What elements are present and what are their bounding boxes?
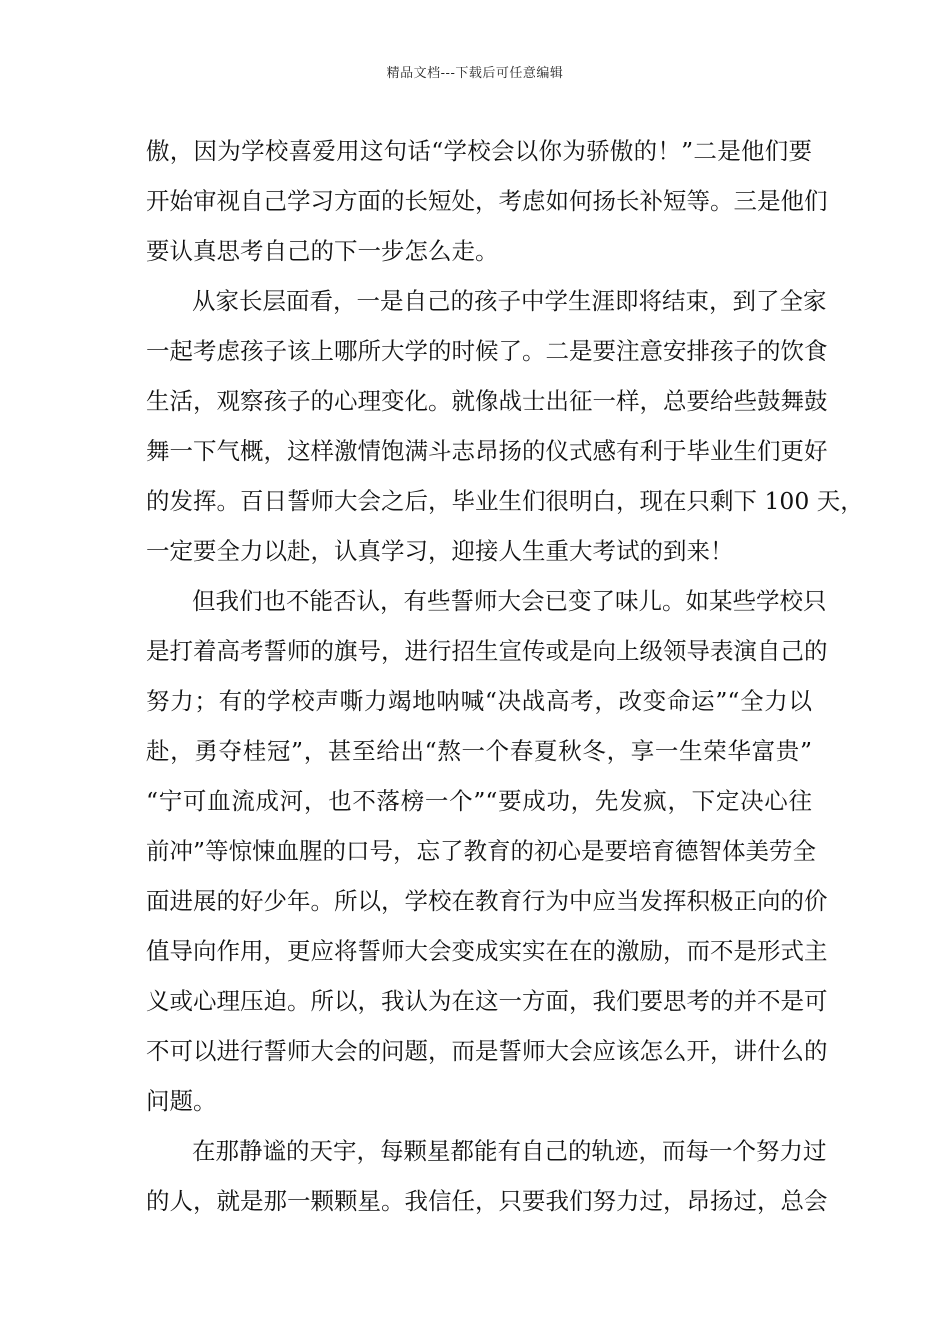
paragraph-3 <box>146 581 828 1131</box>
text-line: 赴，勇夺桂冠”，甚至给出“熬一个春夏秋冬，享一生荣华富贵” <box>146 737 812 765</box>
text-line: “宁可血流成河，也不落榜一个”“要成功，先发疯，下定决心往 <box>146 787 812 815</box>
document-body <box>146 131 864 1231</box>
text-line: 问题。 <box>146 1087 217 1115</box>
text-line: 生活，观察孩子的心理变化。就像战士出征一样，总要给些鼓舞鼓 <box>146 387 828 415</box>
text-line: 努力；有的学校声嘶力竭地呐喊“决战高考，改变命运”“全力以 <box>146 687 812 715</box>
text-line: 一起考虑孩子该上哪所大学的时候了。二是要注意安排孩子的饮食 <box>146 337 828 365</box>
text-line: 但我们也不能否认，有些誓师大会已变了味儿。如某些学校只 <box>192 587 827 615</box>
text-line: 一定要全力以赴，认真学习，迎接人生重大考试的到来！ <box>146 537 734 565</box>
text-line: 值导向作用，更应将誓师大会变成实实在在的激励，而不是形式主 <box>146 937 828 965</box>
text-line: 的人，就是那一颗颗星。我信任，只要我们努力过，昂扬过，总会 <box>146 1187 828 1215</box>
text-line: 义或心理压迫。所以，我认为在这一方面，我们要思考的并不是可 <box>146 987 828 1015</box>
page-header: 精品文档---下载后可任意编辑 <box>386 66 564 81</box>
paragraph-1 <box>146 131 828 281</box>
text-line: 是打着高考誓师的旗号，进行招生宣传或是向上级领导表演自己的 <box>146 637 828 665</box>
text-line: 在那静谧的天宇，每颗星都能有自己的轨迹，而每一个努力过 <box>192 1137 827 1165</box>
text-line: 从家长层面看，一是自己的孩子中学生涯即将结束，到了全家 <box>192 287 827 315</box>
text-line: 傲，因为学校喜爱用这句话“学校会以你为骄傲的！”二是他们要 <box>146 137 812 165</box>
text-line: 面进展的好少年。所以，学校在教育行为中应当发挥积极正向的价 <box>146 887 828 915</box>
paragraph-2 <box>146 281 864 581</box>
text-line: 开始审视自己学习方面的长短处，考虑如何扬长补短等。三是他们 <box>146 187 828 215</box>
text-line: 不可以进行誓师大会的问题，而是誓师大会应该怎么开，讲什么的 <box>146 1037 828 1065</box>
text-line: 舞一下气概，这样激情饱满斗志昂扬的仪式感有利于毕业生们更好 <box>146 437 828 465</box>
paragraph-4 <box>146 1131 828 1231</box>
text-line: 的发挥。百日誓师大会之后，毕业生们很明白，现在只剩下 100 天， <box>146 487 864 515</box>
text-line: 前冲”等惊悚血腥的口号，忘了教育的初心是要培育德智体美劳全 <box>146 837 817 865</box>
text-line: 要认真思考自己的下一步怎么走。 <box>146 237 499 265</box>
